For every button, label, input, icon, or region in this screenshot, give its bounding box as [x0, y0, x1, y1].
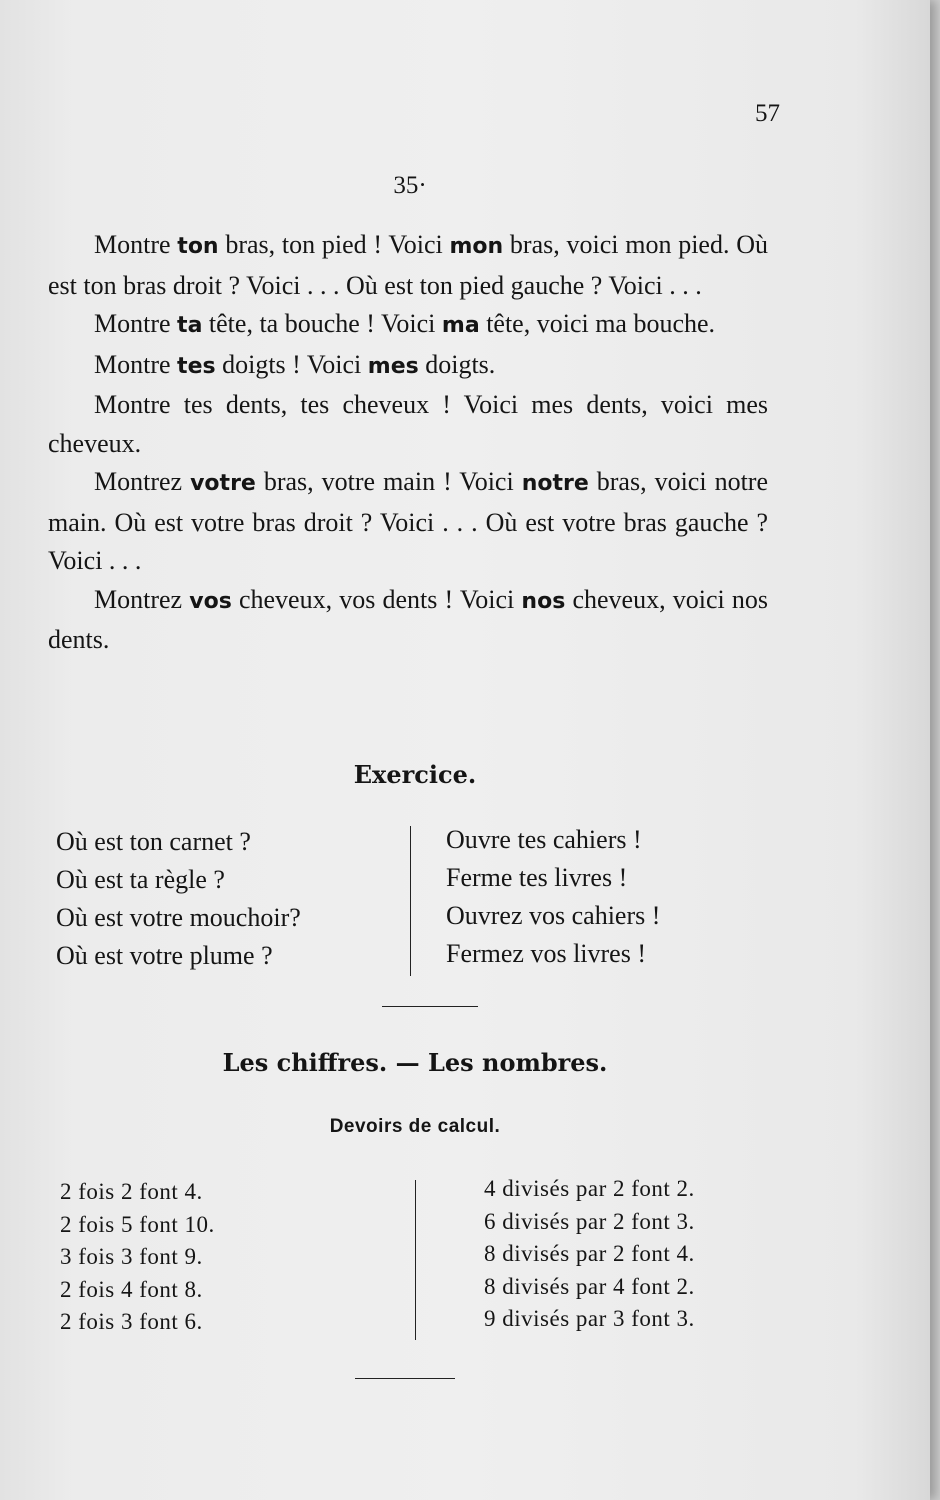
- exercise-question: Où est votre plume ?: [56, 941, 273, 970]
- paragraph-text: tête, voici ma bouche.: [479, 309, 716, 338]
- exercise-divider: [410, 826, 411, 976]
- calc-divider: [415, 1180, 416, 1340]
- paragraph-text: Montre: [94, 309, 178, 338]
- possessive-word: vos: [189, 588, 232, 614]
- exercise-command: Ouvrez vos cahiers !: [446, 901, 661, 930]
- paragraph-text: bras, votre main ! Voici: [255, 467, 522, 496]
- paragraph-text: bras, voici mon pied. Où est ton bras droit ? Voici . . . Où est ton pied gauche ? Voici . . .: [48, 230, 768, 300]
- possessive-word: mon: [449, 234, 504, 259]
- paragraph-text: cheveux, voici nos dents.: [48, 584, 768, 654]
- end-rule: [355, 1378, 455, 1379]
- division-line: 8 divisés par 2 font 4.: [484, 1241, 695, 1266]
- paragraph-text: Montre tes dents, tes cheveux ! Voici mes dents, voici mes cheveux.: [48, 390, 768, 458]
- paragraph: [48, 463, 768, 581]
- multiplication-line: 2 fois 4 font 8.: [60, 1276, 203, 1302]
- paragraph-text: Montrez: [94, 584, 190, 614]
- paragraph-text: doigts.: [418, 349, 496, 379]
- division-line: 4 divisés par 2 font 2.: [484, 1176, 695, 1201]
- possessive-word: nos: [521, 588, 566, 614]
- paragraph-text: bras, ton pied ! Voici: [218, 230, 450, 259]
- exercise-command: Fermez vos livres !: [446, 939, 647, 968]
- possessive-word: ta: [177, 313, 203, 338]
- exercise-command: Ferme tes livres !: [446, 863, 628, 892]
- possessive-word: tes: [177, 353, 216, 379]
- lesson-text: [48, 226, 768, 660]
- page-number: 57: [755, 100, 780, 127]
- exercise-question: Où est votre mouchoir?: [56, 903, 301, 932]
- possessive-word: ma: [441, 313, 480, 338]
- exercise-question: Où est ton carnet ?: [56, 827, 251, 856]
- section-divider: [382, 1006, 478, 1007]
- possessive-word: votre: [190, 471, 256, 496]
- numbers-subtitle: Devoirs de calcul.: [329, 1116, 501, 1137]
- division-line: 9 divisés par 3 font 3.: [484, 1306, 695, 1331]
- exercise-question: Où est ta règle ?: [56, 865, 225, 894]
- lesson-number: 35·: [393, 172, 427, 199]
- possessive-word: notre: [521, 471, 589, 496]
- paragraph: [48, 386, 768, 463]
- paragraph-text: doigts ! Voici: [215, 349, 368, 379]
- paragraph-text: Montre: [94, 230, 178, 259]
- multiplication-line: 3 fois 3 font 9.: [60, 1244, 203, 1269]
- possessive-word: mes: [367, 353, 419, 379]
- division-line: 6 divisés par 2 font 3.: [484, 1208, 695, 1234]
- paragraph-text: bras, voici notre main. Où est votre bras droit ? Voici . . . Où est votre bras gauche ? Voici . . .: [48, 467, 768, 575]
- exercise-commands: [446, 821, 660, 973]
- paragraph: [48, 581, 768, 660]
- paragraph-text: Montre: [94, 349, 178, 379]
- paragraph-text: Montrez: [94, 467, 191, 496]
- paragraph-text: tête, ta bouche ! Voici: [202, 309, 442, 338]
- paragraph: [48, 226, 768, 305]
- paragraph-text: cheveux, vos dents ! Voici: [231, 584, 522, 614]
- multiplication-line: 2 fois 3 font 6.: [60, 1309, 203, 1334]
- paragraph: [48, 305, 768, 346]
- possessive-word: ton: [177, 234, 219, 259]
- paragraph: [48, 346, 768, 387]
- division-list: [484, 1173, 695, 1336]
- exercise-title: Exercice.: [353, 760, 477, 789]
- numbers-title: Les chiffres. — Les nombres.: [222, 1048, 608, 1077]
- exercise-questions: [56, 823, 301, 975]
- multiplication-list: [60, 1176, 215, 1339]
- multiplication-line: 2 fois 2 font 4.: [60, 1179, 203, 1204]
- exercise-command: Ouvre tes cahiers !: [446, 825, 642, 854]
- division-line: 8 divisés par 4 font 2.: [484, 1273, 695, 1299]
- multiplication-line: 2 fois 5 font 10.: [60, 1211, 215, 1237]
